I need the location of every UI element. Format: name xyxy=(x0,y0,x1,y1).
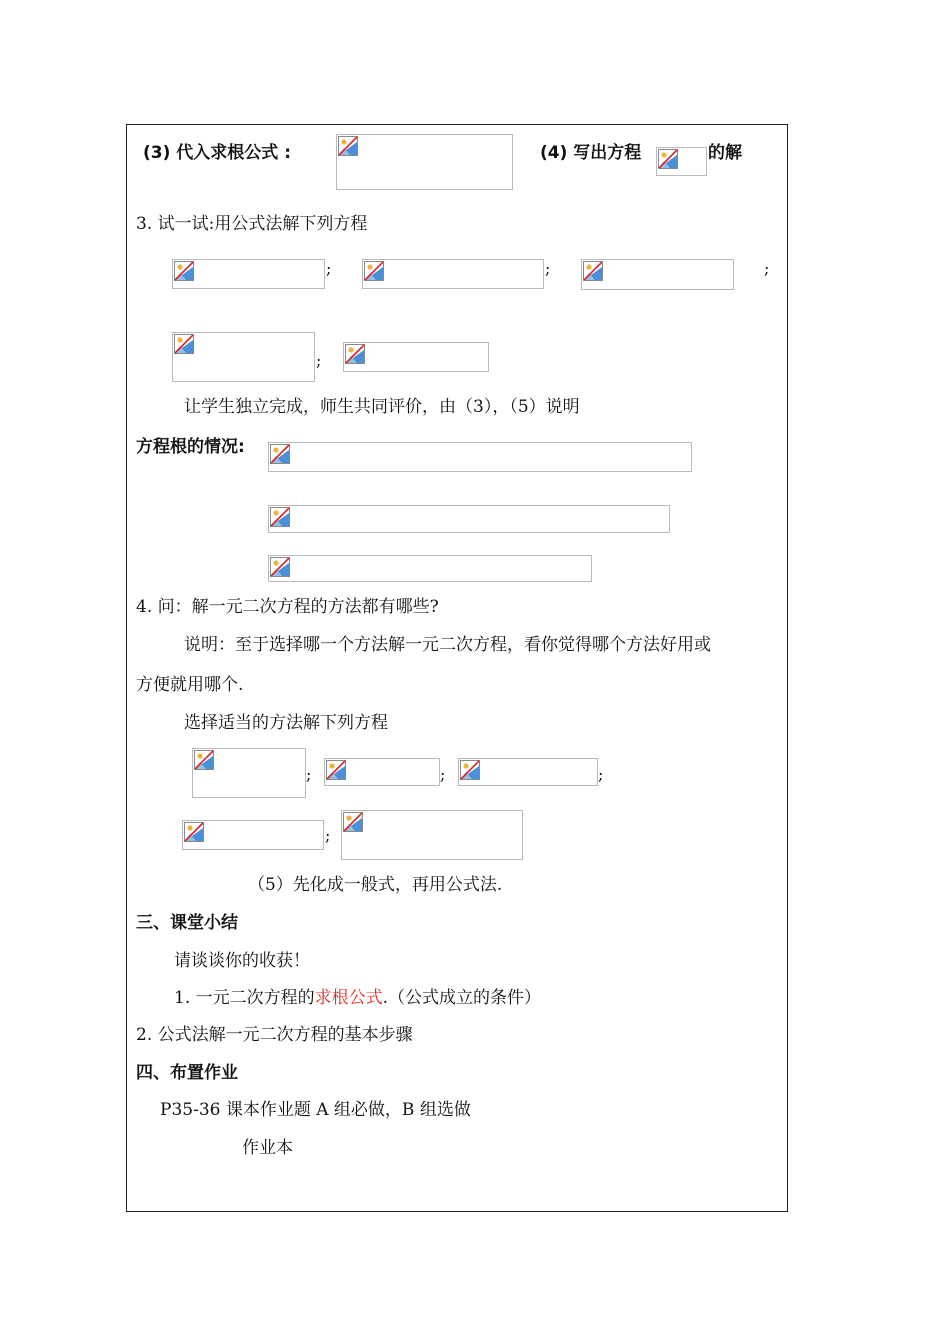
discriminant-image xyxy=(268,442,692,472)
summary-item1-text: 1. 一元二次方程的 xyxy=(174,988,315,1008)
summary-item2: 2. 公式法解一元二次方程的基本步骤 xyxy=(136,1025,413,1045)
equation-image xyxy=(343,342,489,372)
discriminant-image xyxy=(268,555,592,582)
discussion-note: 让学生独立完成，师生共同评价，由（3），（5）说明 xyxy=(184,397,580,417)
homework-line1: P35-36 课本作业题 A 组必做，B 组选做 xyxy=(160,1100,471,1120)
equation-image xyxy=(581,259,734,290)
image-placeholder-icon xyxy=(364,261,384,281)
summary-item1 xyxy=(174,987,541,1009)
equation-image xyxy=(324,758,440,786)
separator: ; xyxy=(325,826,331,845)
equation-image xyxy=(192,748,306,798)
equation-image xyxy=(172,332,315,382)
image-placeholder-icon xyxy=(460,760,480,780)
separator: ; xyxy=(545,259,551,278)
image-placeholder-icon xyxy=(270,507,290,527)
separator: ; xyxy=(306,765,312,784)
formula-image xyxy=(336,134,513,190)
image-placeholder-icon xyxy=(184,822,204,842)
separator: ; xyxy=(326,259,332,278)
step4-suffix: 的解 xyxy=(708,143,742,163)
separator: ; xyxy=(598,765,604,784)
formula-highlight: 求根公式 xyxy=(314,988,383,1008)
separator: ; xyxy=(764,259,770,278)
equation-image xyxy=(458,758,598,786)
try-heading: 3. 试一试:用公式法解下列方程 xyxy=(136,214,368,234)
summary-ask: 请谈谈你的收获！ xyxy=(174,951,310,971)
image-placeholder-icon xyxy=(270,444,290,464)
image-placeholder-icon xyxy=(345,344,365,364)
separator: ; xyxy=(440,765,446,784)
equation-image xyxy=(182,820,324,850)
image-placeholder-icon xyxy=(194,750,214,770)
explain-line2: 方便就用哪个. xyxy=(136,675,244,695)
hint-5: （5）先化成一般式，再用公式法. xyxy=(248,875,503,895)
image-placeholder-icon xyxy=(338,136,358,156)
image-placeholder-icon xyxy=(583,261,603,281)
equation-image xyxy=(341,810,523,860)
image-placeholder-icon xyxy=(174,261,194,281)
step4-label: (4) 写出方程 xyxy=(540,143,642,163)
methods-question: 4. 问：解一元二次方程的方法都有哪些? xyxy=(136,597,439,617)
image-placeholder-icon xyxy=(658,149,678,169)
step3-label: (3) 代入求根公式 : xyxy=(143,143,292,163)
image-placeholder-icon xyxy=(174,334,194,354)
equation-image xyxy=(362,259,544,289)
roots-label: 方程根的情况: xyxy=(136,437,245,457)
image-placeholder-icon xyxy=(343,812,363,832)
separator: ; xyxy=(316,351,322,370)
explain-line1: 说明：至于选择哪一个方法解一元二次方程，看你觉得哪个方法好用或 xyxy=(184,635,711,655)
equation-image xyxy=(656,147,707,176)
image-placeholder-icon xyxy=(326,760,346,780)
summary-title: 三、课堂小结 xyxy=(136,913,238,933)
equation-image xyxy=(172,259,325,289)
discriminant-image xyxy=(268,505,670,533)
image-placeholder-icon xyxy=(270,557,290,577)
choose-method: 选择适当的方法解下列方程 xyxy=(184,713,388,733)
homework-line2: 作业本 xyxy=(242,1138,293,1158)
summary-item1-tail: .（公式成立的条件） xyxy=(382,988,542,1008)
homework-title: 四、布置作业 xyxy=(136,1063,238,1083)
